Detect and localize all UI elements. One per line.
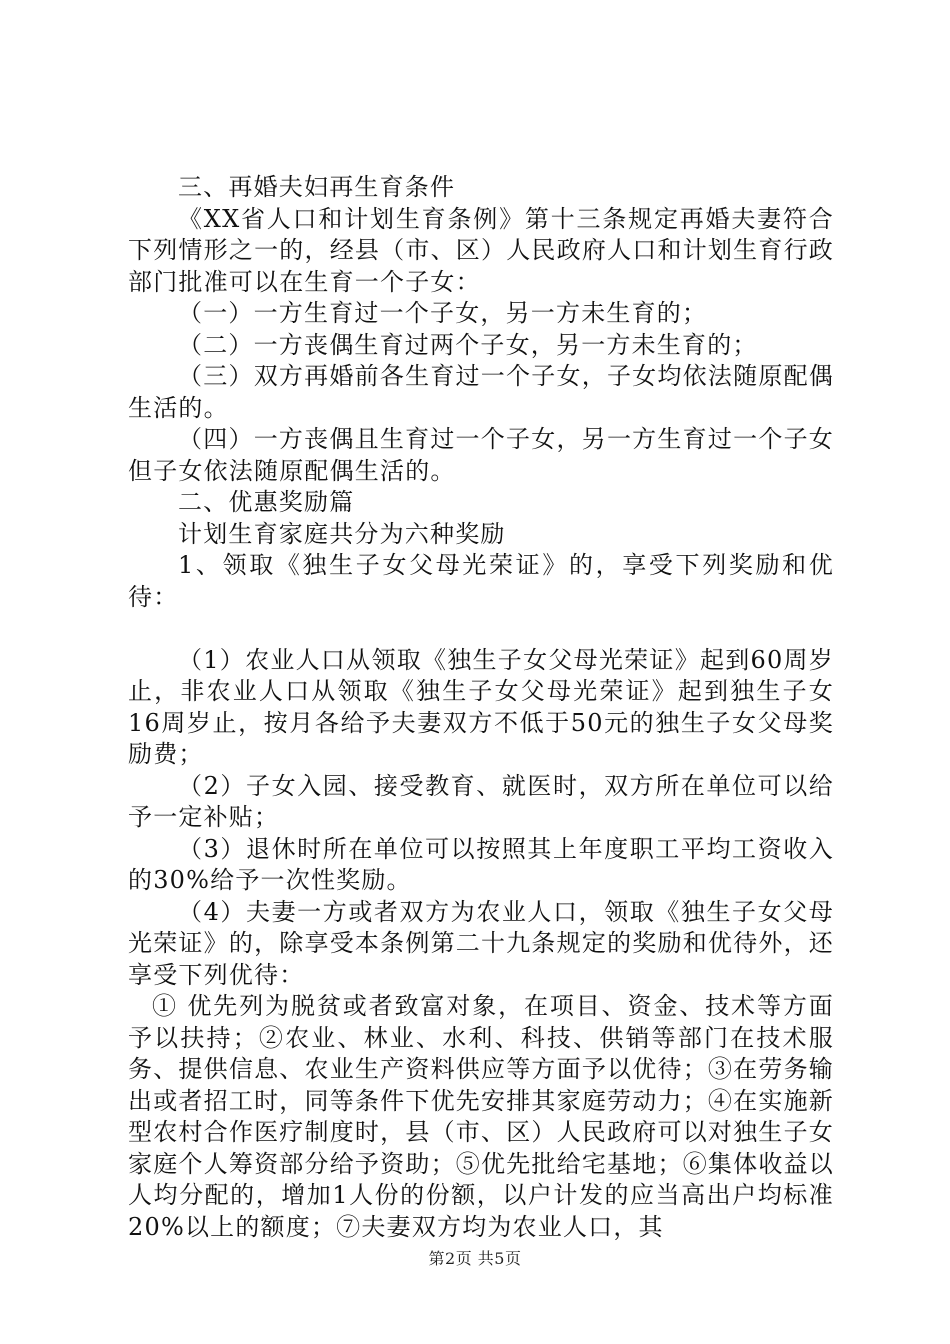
page-footer: 第2页 共5页 <box>428 1249 522 1268</box>
list-item-condition-4: （四）一方丧偶且生育过一个子女，另一方生育过一个子女但子女依法随原配偶生活的。 <box>128 425 834 485</box>
list-item-reward-3: （3）退休时所在单位可以按照其上年度职工平均工资收入的30%给予一次性奖励。 <box>128 834 834 894</box>
paragraph-regulation-article-13: 《XX省人口和计划生育条例》第十三条规定再婚夫妻符合下列情形之一的，经县（市、区）人民政府人口和计划生育行政部门批准可以在生育一个子女： <box>128 204 834 296</box>
list-item-condition-1: （一）一方生育过一个子女，另一方未生育的； <box>178 299 708 327</box>
list-item-condition-3: （三）双方再婚前各生育过一个子女，子女均依法随原配偶生活的。 <box>128 362 834 422</box>
list-item-reward-2: （2）子女入园、接受教育、就医时，双方所在单位可以给予一定补贴； <box>128 771 834 831</box>
section-heading-remarriage: 三、再婚夫妇再生育条件 <box>178 173 456 201</box>
paragraph-reward-1-intro: 1、领取《独生子女父母光荣证》的，享受下列奖励和优待： <box>128 551 834 611</box>
list-item-reward-1: （1）农业人口从领取《独生子女父母光荣证》起到60周岁止，非农业人口从领取《独生子女父母光荣证》起到独生子女16周岁止，按月各给予夫妻双方不低于50元的独生子女父母奖励费； <box>128 645 834 768</box>
blank-line <box>128 613 834 645</box>
paragraph-six-rewards: 计划生育家庭共分为六种奖励 <box>178 519 506 548</box>
list-item-reward-4: （4）夫妻一方或者双方为农业人口，领取《独生子女父母光荣证》的，除享受本条例第二十九条规定的奖励和优待外，还享受下列优待： <box>128 897 834 989</box>
list-item-condition-2: （二）一方丧偶生育过两个子女，另一方未生育的； <box>178 330 758 359</box>
paragraph-preferential-treatment-list: ① 优先列为脱贫或者致富对象，在项目、资金、技术等方面予以扶持；②农业、林业、水利、科技、供销等部门在技术服务、提供信息、农业生产资料供应等方面予以优待；③在劳务输出或者招工时，同等条件下优先安排其家庭劳动力；④在实施新型农村合作医疗制度时，县（市、区）人民政府可以对独生子女家庭个人筹资部分给予资助；⑤优先批给宅基地；⑥集体收益以人均分配的，增加1人份的份额，以户计发的应当高出户均标准20%以上的额度；⑦夫妻双方均为农业人口，其 <box>128 992 834 1241</box>
document-body <box>128 172 834 1243</box>
section-heading-rewards: 二、优惠奖励篇 <box>178 488 355 516</box>
